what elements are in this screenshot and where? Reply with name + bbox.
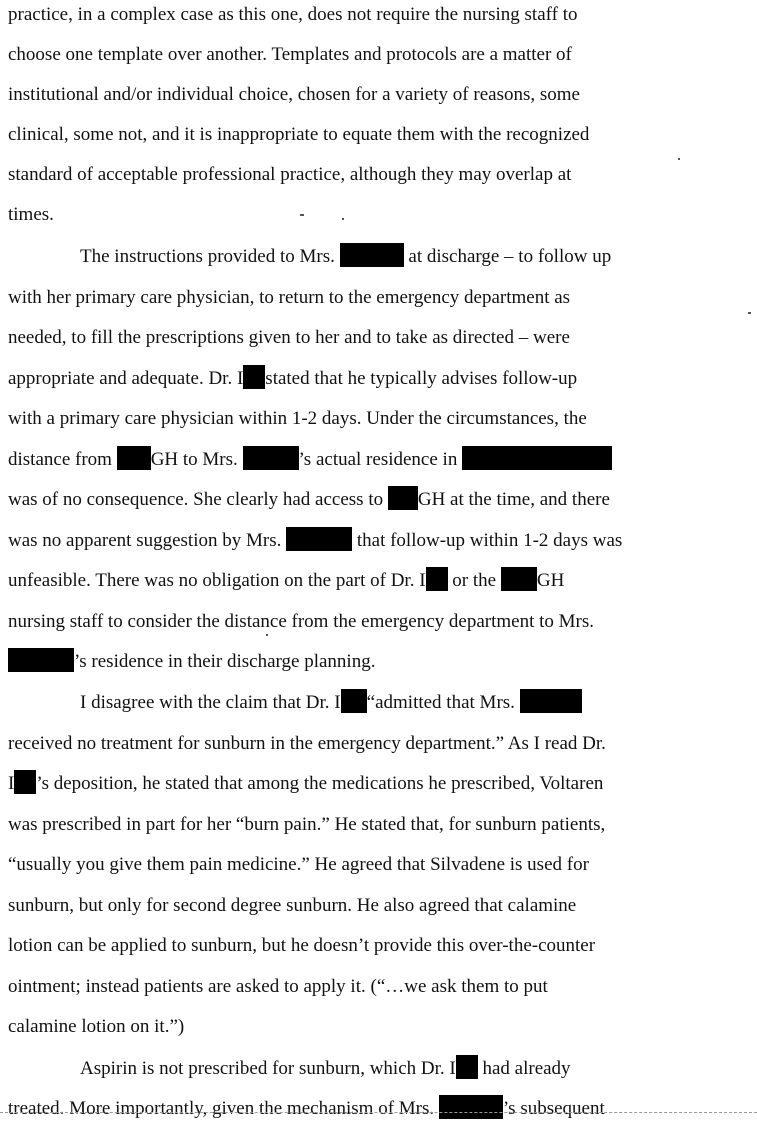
redaction-box xyxy=(286,527,352,551)
text-line xyxy=(8,607,594,637)
text-segment: standard of acceptable professional practice, although they may overlap at xyxy=(8,164,572,185)
text-line xyxy=(8,850,589,880)
text-segment: was of no consequence. She clearly had access to xyxy=(8,489,384,510)
text-line xyxy=(8,80,580,110)
redaction-box xyxy=(340,243,404,267)
text-segment: choose one template over another. Templates and protocols are a matter of xyxy=(8,44,572,65)
text-line xyxy=(8,323,570,353)
scan-bottom-edge xyxy=(0,1112,757,1113)
text-line xyxy=(8,526,622,556)
text-segment: “usually you give them pain medicine.” He agreed that Silvadene is used for xyxy=(8,854,589,875)
text-line xyxy=(80,242,611,272)
text-segment: ’s subsequent xyxy=(502,1098,605,1119)
text-segment: ’s deposition, he stated that among the medications he prescribed, Voltaren xyxy=(36,773,604,794)
redaction-box xyxy=(462,446,612,470)
text-line xyxy=(8,729,606,759)
text-segment: nursing staff to consider the distance from the emergency department to Mrs. xyxy=(8,611,595,632)
text-segment: calamine lotion on it.”) xyxy=(8,1016,185,1037)
text-segment: practice, in a complex case as this one, does not require the nursing staff to xyxy=(8,4,578,25)
text-segment: I xyxy=(8,773,15,794)
text-segment: with her primary care physician, to return to the emergency department as xyxy=(8,287,571,308)
text-segment: ’s residence in their discharge planning. xyxy=(74,651,376,672)
text-segment: or the xyxy=(452,570,497,591)
redaction-box xyxy=(243,446,299,470)
text-line xyxy=(8,566,564,596)
redaction-box xyxy=(456,1055,478,1079)
text-segment: GH at the time, and there xyxy=(417,489,610,510)
text-line xyxy=(8,120,589,150)
text-segment: needed, to fill the prescriptions given to her and to take as directed – were xyxy=(8,327,570,348)
redaction-box xyxy=(388,486,418,510)
scan-speck xyxy=(748,312,751,314)
text-line xyxy=(8,931,595,961)
redaction-box xyxy=(14,770,36,794)
text-segment: times. xyxy=(8,204,54,225)
text-segment: ’s actual residence in xyxy=(298,449,458,470)
text-line xyxy=(8,445,612,475)
text-line xyxy=(8,160,571,190)
text-segment: at discharge – to follow up xyxy=(408,246,612,267)
text-segment: I disagree with the claim that Dr. I xyxy=(80,692,341,713)
text-line xyxy=(8,810,605,840)
text-segment: The instructions provided to Mrs. xyxy=(80,246,335,267)
redaction-box xyxy=(117,446,151,470)
text-segment: appropriate and adequate. Dr. I xyxy=(8,368,244,389)
text-segment: stated that he typically advises follow-up xyxy=(265,368,578,389)
text-line xyxy=(8,972,548,1002)
text-line xyxy=(8,647,375,677)
scan-speck xyxy=(678,158,680,160)
text-line xyxy=(8,891,576,921)
text-line xyxy=(8,1012,184,1042)
text-line xyxy=(80,688,582,718)
text-line xyxy=(8,485,610,515)
text-segment: clinical, some not, and it is inappropriate to equate them with the recognized xyxy=(8,124,590,145)
redaction-box xyxy=(341,689,367,713)
text-segment: unfeasible. There was no obligation on the part of Dr. I xyxy=(8,570,426,591)
redaction-box xyxy=(439,1095,503,1119)
text-segment: had already xyxy=(482,1058,571,1079)
text-segment: distance from xyxy=(8,449,112,470)
text-line xyxy=(8,1094,605,1124)
text-segment: with a primary care physician within 1-2 days. Under the circumstances, the xyxy=(8,408,587,429)
text-segment: “admitted that Mrs. xyxy=(366,692,515,713)
text-segment: institutional and/or individual choice, chosen for a variety of reasons, some xyxy=(8,84,580,105)
text-line xyxy=(8,364,577,394)
text-segment: sunburn, but only for second degree sunburn. He also agreed that calamine xyxy=(8,895,577,916)
redaction-box xyxy=(243,365,265,389)
scan-speck xyxy=(342,218,344,220)
text-line xyxy=(8,40,572,70)
text-segment: Aspirin is not prescribed for sunburn, which Dr. I xyxy=(80,1058,456,1079)
text-segment: that follow-up within 1-2 days was xyxy=(356,530,623,551)
text-segment: lotion can be applied to sunburn, but he doesn’t provide this over-the-counter xyxy=(8,935,596,956)
redaction-box xyxy=(426,567,448,591)
redaction-box xyxy=(8,648,74,672)
text-segment: was prescribed in part for her “burn pain.” He stated that, for sunburn patients, xyxy=(8,814,606,835)
redaction-box xyxy=(501,567,537,591)
text-line xyxy=(8,404,587,434)
text-segment: treated. More importantly, given the mechanism of Mrs. xyxy=(8,1098,435,1119)
text-line xyxy=(8,200,54,230)
scan-speck xyxy=(300,214,304,216)
redaction-box xyxy=(520,689,582,713)
text-segment: ointment; instead patients are asked to apply it. (“…we ask them to put xyxy=(8,976,548,997)
text-line xyxy=(8,769,603,799)
text-line xyxy=(8,0,577,30)
text-segment: GH to Mrs. xyxy=(150,449,238,470)
text-segment: received no treatment for sunburn in the emergency department.” As I read Dr. xyxy=(8,733,606,754)
scan-speck xyxy=(266,634,268,636)
text-line xyxy=(80,1054,571,1084)
text-line xyxy=(8,283,570,313)
text-segment: GH xyxy=(536,570,565,591)
text-segment: was no apparent suggestion by Mrs. xyxy=(8,530,282,551)
